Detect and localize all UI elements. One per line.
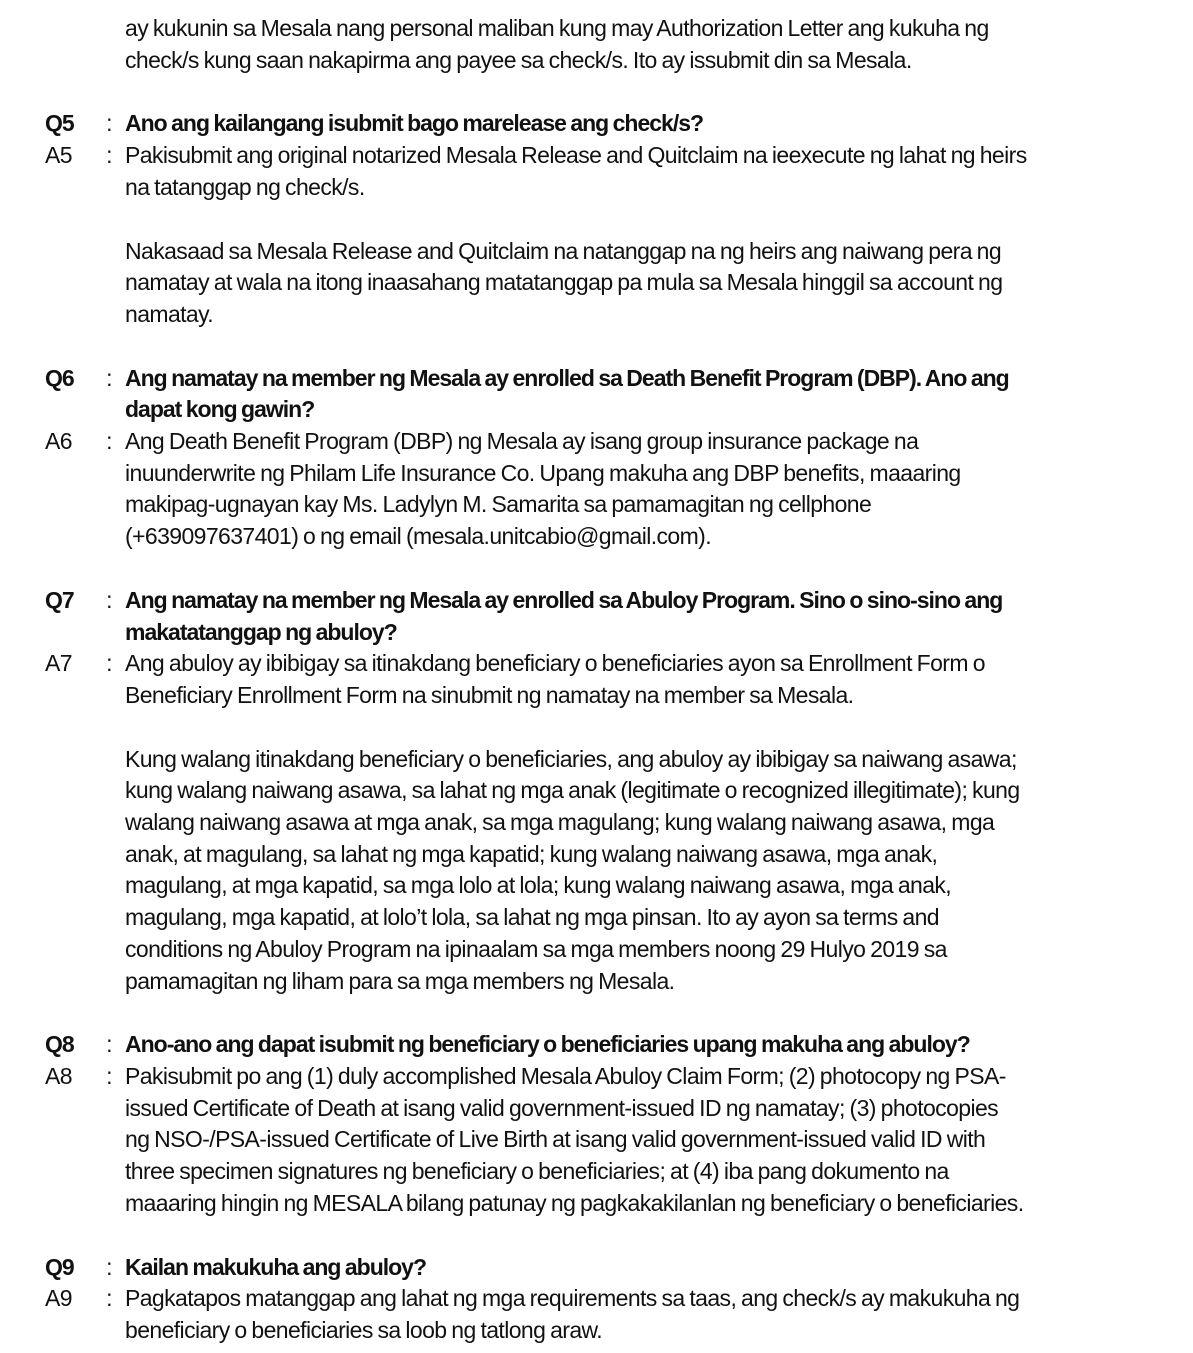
separator-colon: : — [106, 650, 112, 677]
text-line: Beneficiary Enrollment Form na sinubmit ng namatay na member sa Mesala. — [125, 681, 854, 708]
question-label: Q6 — [45, 364, 74, 391]
text-line: conditions ng Abuloy Program na ipinaalam sa mga members noong 29 Hulyo 2019 sa — [125, 935, 947, 962]
text-line: Pakisubmit po ang (1) duly accomplished Mesala Abuloy Claim Form; (2) photocopy ng PSA- — [125, 1062, 1006, 1089]
question-q9 — [0, 1252, 1193, 1284]
text-line: Kung walang itinakdang beneficiary o beneficiaries, ang abuloy ay ibibigay sa naiwang asawa; — [125, 745, 1017, 772]
question-text — [125, 108, 1125, 140]
text-line: Ang Death Benefit Program (DBP) ng Mesala ay isang group insurance package na — [125, 428, 919, 455]
intro-paragraph — [0, 13, 1193, 76]
text-line: Ano ang kailangang isubmit bago marelease ang check/s? — [125, 110, 704, 137]
text-line: ng NSO-/PSA-issued Certificate of Live Birth at isang valid government-issued valid ID with — [125, 1126, 986, 1153]
question-q8 — [0, 1029, 1193, 1061]
text-line: inuunderwrite ng Philam Life Insurance Co. Upang makuha ang DBP benefits, maaaring — [125, 459, 961, 486]
text-line: issued Certificate of Death at isang valid government-issued ID ng namatay; (3) photocopies — [125, 1094, 999, 1121]
text-line: ay kukunin sa Mesala nang personal maliban kung may Authorization Letter ang kukuha ng — [125, 15, 989, 41]
text-line: walang naiwang asawa at mga anak, sa mga magulang; kung walang naiwang asawa, mga — [125, 809, 995, 836]
answer-a8 — [0, 1061, 1193, 1220]
question-text — [125, 585, 1125, 648]
text-line: anak, at magulang, sa lahat ng mga kapatid; kung walang naiwang asawa, mga anak, — [125, 840, 938, 867]
text-line: Ang namatay na member ng Mesala ay enrolled sa Abuloy Program. Sino o sino-sino ang — [125, 586, 1003, 613]
separator-colon: : — [106, 1253, 112, 1280]
answer-label: A7 — [45, 650, 72, 677]
answer-label: A9 — [45, 1285, 72, 1312]
text-line: Ang abuloy ay ibibigay sa itinakdang beneficiary o beneficiaries ayon sa Enrollment Form o — [125, 650, 985, 677]
text-line: Pakisubmit ang original notarized Mesala Release and Quitclaim na ieexecute ng lahat ng heirs — [125, 142, 1027, 169]
answer-label: A8 — [45, 1062, 72, 1089]
text-line: na tatanggap ng check/s. — [125, 173, 365, 200]
answer-a7 — [0, 648, 1193, 997]
answer-label: A6 — [45, 428, 72, 455]
answer-a9 — [0, 1283, 1193, 1346]
question-q7 — [0, 585, 1193, 648]
text-line: Ang namatay na member ng Mesala ay enrolled sa Death Benefit Program (DBP). Ano ang — [125, 364, 1009, 391]
question-q5 — [0, 108, 1193, 140]
answer-text — [125, 1283, 1125, 1346]
text-line: dapat kong gawin? — [125, 396, 315, 423]
text-line: namatay at wala na itong inaasahang matatanggap pa mula sa Mesala hinggil sa account ng — [125, 269, 1003, 296]
text-line: (+639097637401) o ng email (mesala.unitcabio@gmail.com). — [125, 523, 712, 550]
separator-colon: : — [106, 142, 112, 169]
text-line: makipag-ugnayan kay Ms. Ladylyn M. Samarita sa pamamagitan ng cellphone — [125, 491, 872, 518]
answer-text — [125, 1061, 1125, 1220]
separator-colon: : — [106, 1031, 112, 1058]
question-label: Q9 — [45, 1253, 74, 1280]
text-line: Kailan makukuha ang abuloy? — [125, 1253, 427, 1280]
text-line: Nakasaad sa Mesala Release and Quitclaim na natanggap na ng heirs ang naiwang pera ng — [125, 237, 1002, 264]
answer-text — [125, 140, 1125, 331]
answer-a6 — [0, 426, 1193, 553]
text-line: namatay. — [125, 300, 214, 327]
text-line: maaaring hingin ng MESALA bilang patunay ng pagkakakilanlan ng beneficiary o beneficiaries. — [125, 1189, 1024, 1216]
separator-colon: : — [106, 586, 112, 613]
text-line: Pagkatapos matanggap ang lahat ng mga requirements sa taas, ang check/s ay makukuha ng — [125, 1285, 1020, 1312]
answer-text — [125, 426, 1125, 553]
question-text — [125, 363, 1125, 426]
text-line: check/s kung saan nakapirma ang payee sa check/s. Ito ay issubmit din sa Mesala. — [125, 46, 912, 73]
separator-colon: : — [106, 1285, 112, 1312]
question-label: Q7 — [45, 586, 74, 613]
answer-a5 — [0, 140, 1193, 331]
separator-colon: : — [106, 364, 112, 391]
text-line: three specimen signatures ng beneficiary o beneficiaries; at (4) iba pang dokumento na — [125, 1158, 949, 1185]
text-line: beneficiary o beneficiaries sa loob ng tatlong araw. — [125, 1316, 603, 1343]
text-line: pamamagitan ng liham para sa mga members ng Mesala. — [125, 967, 675, 994]
text-line: makatatanggap ng abuloy? — [125, 618, 397, 645]
text-line: kung walang naiwang asawa, sa lahat ng mga anak (legitimate o recognized illegitimate); kung — [125, 777, 1020, 804]
text-line: Ano-ano ang dapat isubmit ng beneficiary o beneficiaries upang makuha ang abuloy? — [125, 1031, 970, 1058]
separator-colon: : — [106, 1062, 112, 1089]
separator-colon: : — [106, 428, 112, 455]
question-text — [125, 1029, 1125, 1061]
text-line: magulang, at mga kapatid, sa mga lolo at lola; kung walang naiwang asawa, mga anak, — [125, 872, 952, 899]
document-page — [0, 13, 1193, 1347]
answer-text — [125, 648, 1125, 997]
answer-label: A5 — [45, 142, 72, 169]
question-q6 — [0, 363, 1193, 426]
question-label: Q8 — [45, 1031, 74, 1058]
question-text — [125, 1252, 1125, 1284]
question-label: Q5 — [45, 110, 74, 137]
separator-colon: : — [106, 110, 112, 137]
text-line: magulang, mga kapatid, at lolo’t lola, sa lahat ng mga pinsan. Ito ay ayon sa terms and — [125, 904, 939, 931]
